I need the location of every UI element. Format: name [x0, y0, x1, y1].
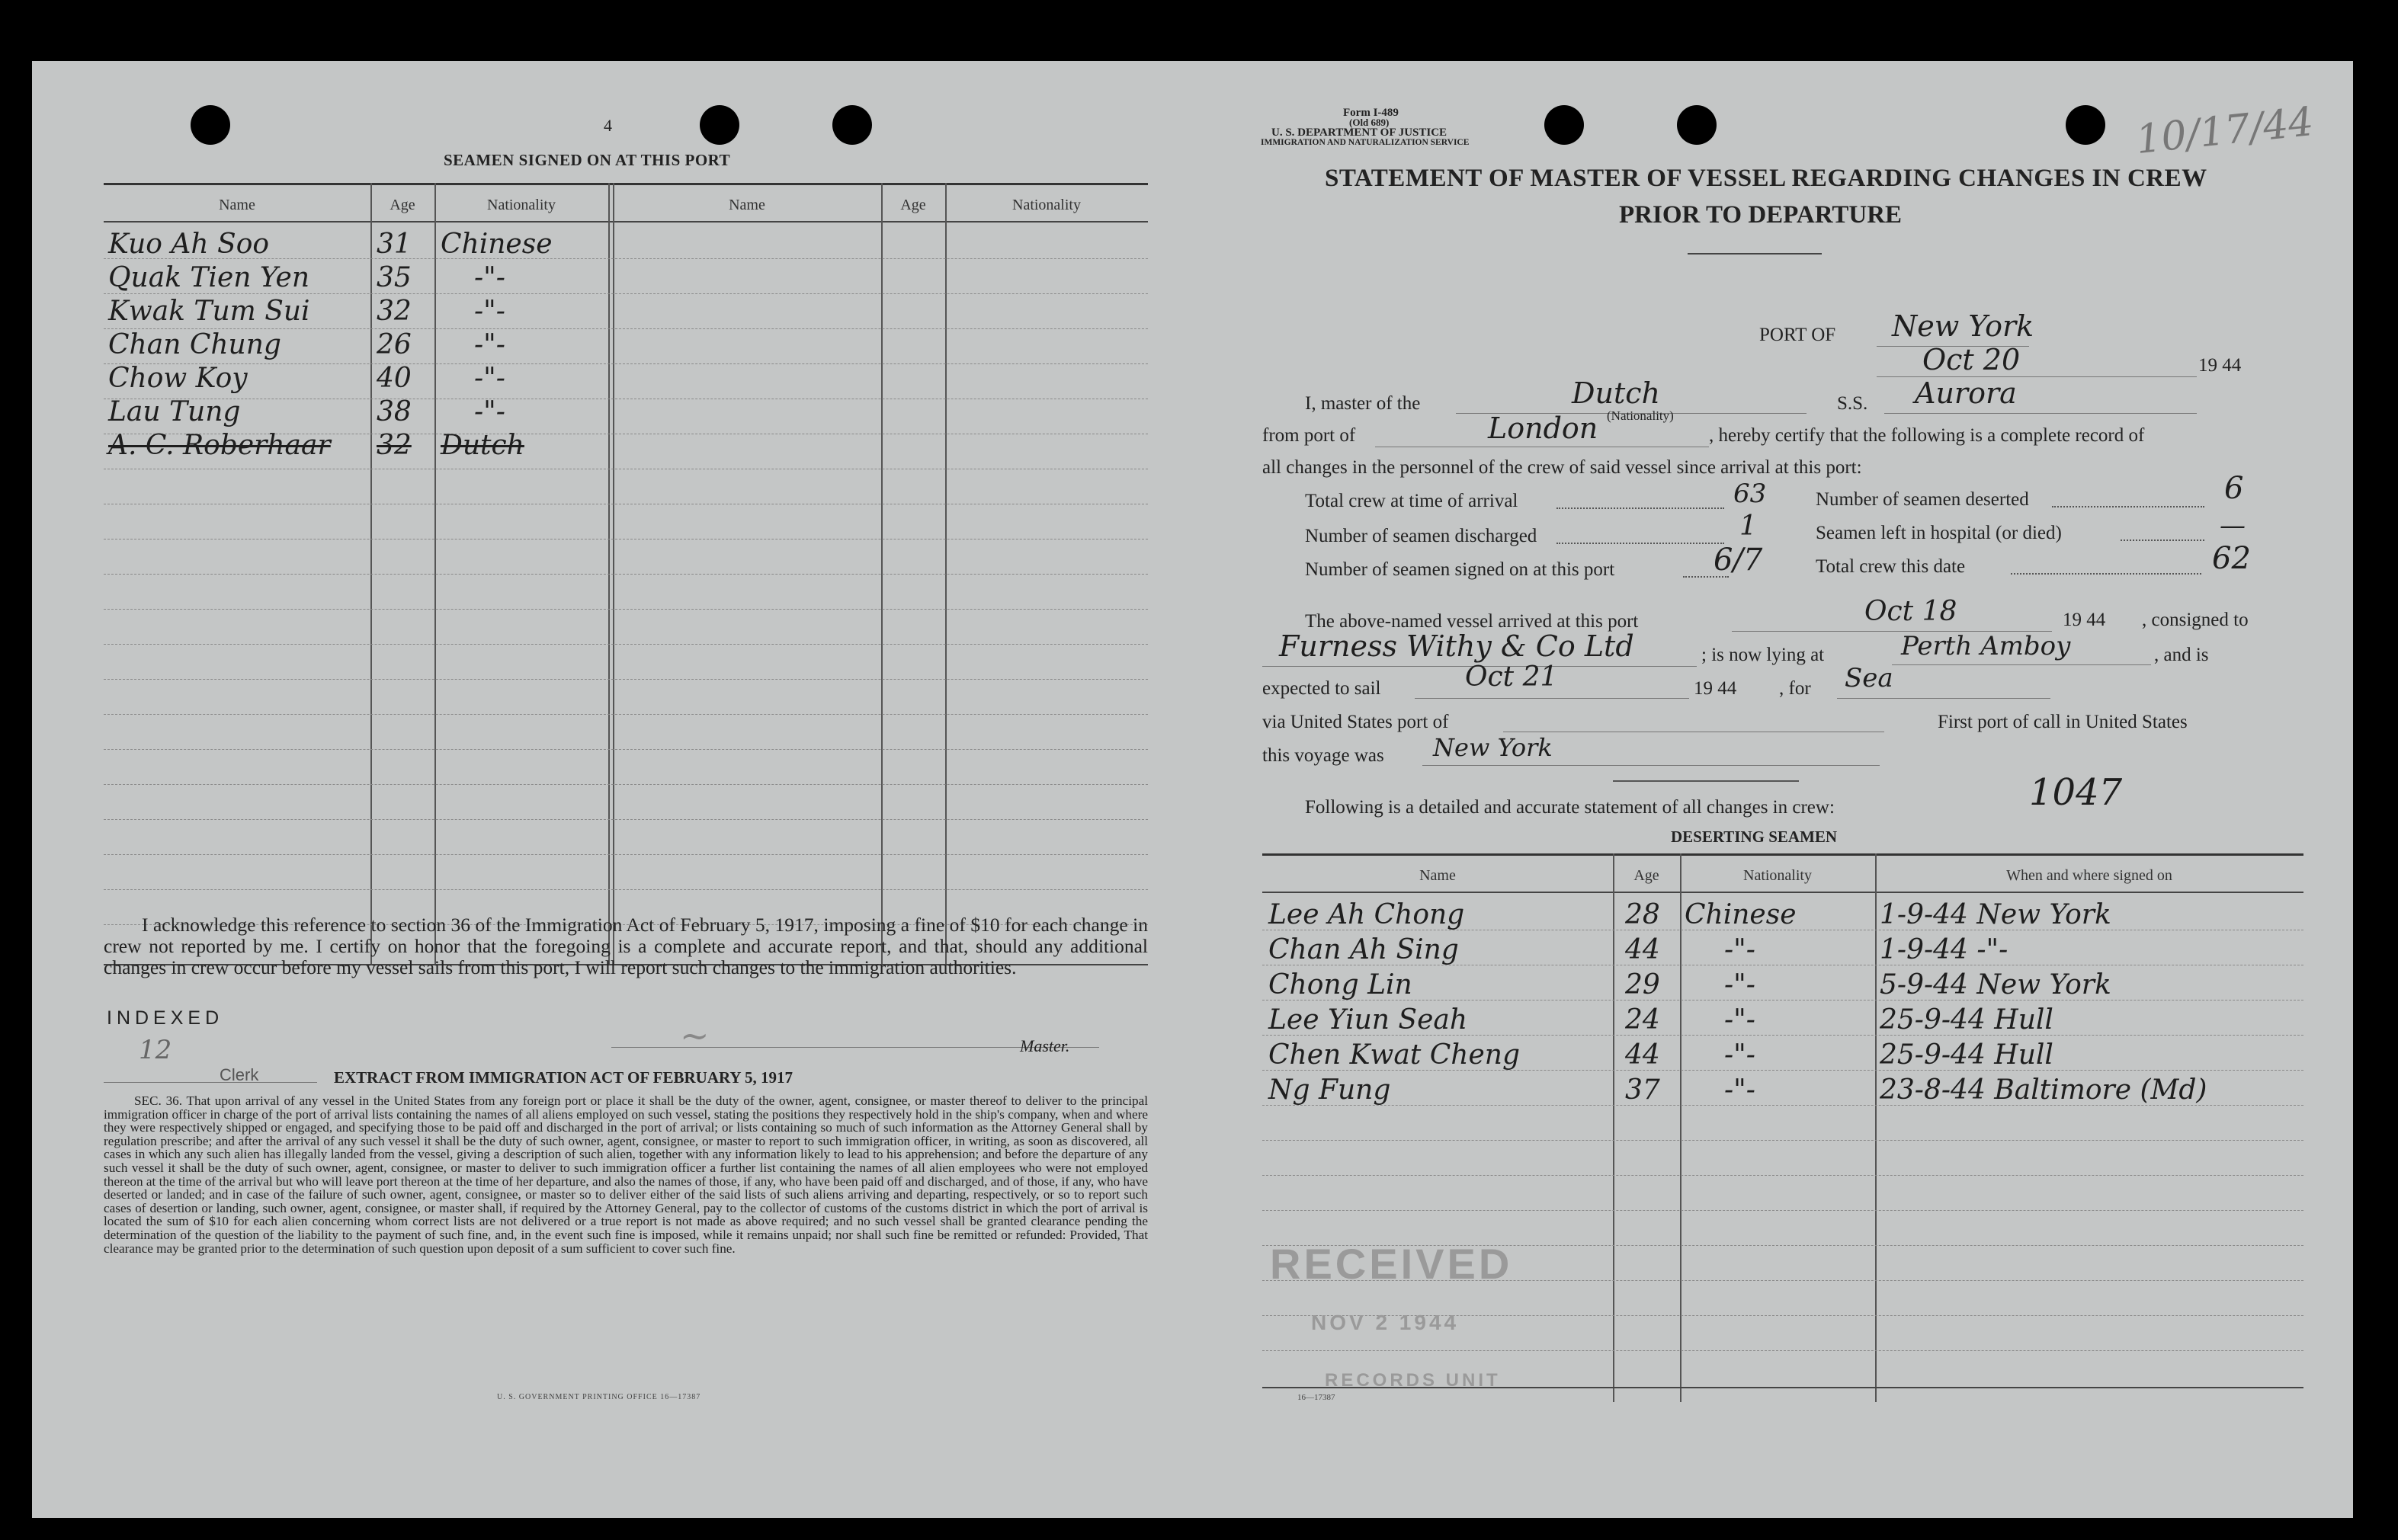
deserter-nationality: Chinese — [1685, 899, 1797, 930]
seaman-nationality: -"- — [474, 363, 505, 394]
seaman-nationality: -"- — [474, 329, 505, 360]
for-value: Sea — [1845, 663, 1893, 693]
seaman-age: 26 — [377, 329, 412, 360]
seaman-age: 38 — [377, 396, 412, 427]
deserted-label: Number of seamen deserted — [1816, 489, 2029, 510]
indexed-label: INDEXED — [107, 1007, 224, 1029]
section-rule — [1613, 780, 1799, 782]
document-sheet — [32, 61, 2353, 1518]
voyage-label: this voyage was — [1262, 745, 1384, 766]
column-header-name: Name — [729, 197, 765, 213]
deserter-nationality: -"- — [1724, 1004, 1755, 1036]
voyage-value: New York — [1433, 733, 1553, 762]
punch-hole — [700, 105, 739, 145]
port-label: PORT OF — [1759, 325, 1836, 345]
total-crew-date-label: Total crew this date — [1816, 556, 1966, 577]
seaman-age: 35 — [377, 262, 412, 293]
deserter-nationality: -"- — [1724, 969, 1755, 1001]
deserter-nationality: -"- — [1724, 934, 1755, 965]
left-page-title: SEAMEN SIGNED ON AT THIS PORT — [444, 151, 731, 169]
deserter-signed-on: 5-9-44 New York — [1880, 969, 2111, 1001]
master-label: Master. — [1020, 1036, 1070, 1055]
punch-hole — [1544, 105, 1584, 145]
lying-value: Perth Amboy — [1901, 631, 2071, 661]
discharged-label: Number of seamen discharged — [1305, 526, 1537, 546]
seaman-name: Chan Chung — [108, 329, 281, 360]
column-header-nationality: Nationality — [487, 197, 556, 213]
master-of-label: I, master of the — [1305, 393, 1421, 414]
sail-date: Oct 21 — [1465, 661, 1558, 693]
indexed-mark: 12 — [139, 1035, 172, 1065]
ship-name: Aurora — [1915, 376, 2017, 410]
form-subtitle: PRIOR TO DEPARTURE — [1619, 201, 1903, 229]
form-title: STATEMENT OF MASTER OF VESSEL REGARDING CHANGES IN CREW — [1325, 165, 2207, 192]
deserter-age: 29 — [1625, 969, 1660, 1001]
clerk-label: Clerk — [220, 1065, 259, 1084]
form-old-number: (Old 689) — [1349, 117, 1390, 128]
from-port-label: from port of — [1262, 425, 1356, 446]
hospital-count: — — [2220, 511, 2246, 541]
column-header-nationality: Nationality — [1743, 867, 1812, 884]
signed-on-label: Number of seamen signed on at this port — [1305, 559, 1615, 580]
deserter-age: 24 — [1625, 1004, 1660, 1036]
stamp-date: NOV 2 1944 — [1311, 1311, 1460, 1334]
seaman-age: 31 — [377, 229, 412, 260]
expected-label: expected to sail — [1262, 678, 1381, 699]
deserter-nationality: -"- — [1724, 1039, 1755, 1071]
deserter-name: Chen Kwat Cheng — [1268, 1039, 1521, 1071]
printer-line: U. S. GOVERNMENT PRINTING OFFICE 16—17387 — [497, 1393, 701, 1401]
nationality-caption: (Nationality) — [1607, 408, 1674, 423]
form-number: Form I-489 — [1343, 107, 1399, 119]
seaman-age: 32 — [377, 296, 412, 327]
corner-note: 10/17/44 — [2134, 98, 2316, 164]
received-stamp: RECEIVED — [1270, 1240, 1513, 1288]
signed-on-count: 6/7 — [1714, 543, 1763, 578]
punch-hole — [832, 105, 872, 145]
punch-hole — [1677, 105, 1717, 145]
column-header-age: Age — [390, 197, 415, 213]
via-label: via United States port of — [1262, 712, 1449, 732]
deserter-name: Lee Ah Chong — [1268, 899, 1465, 930]
sail-year: 19 44 — [1694, 678, 1737, 699]
column-header-name: Name — [219, 197, 255, 213]
printer-line: 16—17387 — [1297, 1393, 1335, 1402]
deserter-age: 44 — [1625, 1039, 1660, 1071]
deserter-signed-on: 1-9-44 -"- — [1880, 934, 2008, 965]
arrived-year: 19 44 — [2063, 610, 2106, 630]
page-number: 4 — [604, 116, 612, 135]
and-is-label: , and is — [2154, 645, 2209, 665]
extract-text: SEC. 36. That upon arrival of any vessel in the United States from any foreign port or place it shall be the duty of the owner, agent, consignee, or master thereof to deliver to the principal immigration officer in charge of the port of arrival lists containing the names of all aliens employed on such vessel, stating the positions they respectively hold in the ship's company, when and where they were respectively shipped or engaged, and specifying those to be paid off and discharged in the port of arrival; or lists containing so much of such information as the Attorney General shall by regulation prescribe; and after the arrival of any such vessel it shall be the duty of such owner, agent, consignee, or master to report to such immigration officer, in writing, as soon as discovered, all cases in which any such alien has illegally landed from the vessel, giving a description of such alien, together with any information likely to lead to his apprehension; and before the departure of any such vessel it shall be the duty of such owner, agent, consignee, or master to deliver to such immigration officer a further list containing the names of all alien employees who were not employed thereon at the time of the arrival but who will leave port thereon at the time of her departure, and also the names of those, if any, who have been paid off and discharged, and of those, if any, who have deserted or landed; and in case of the failure of such owner, agent, consignee, or master so to deliver either of the said lists of such aliens arriving and departing, respectively, or so to report such cases of desertion or landing, such owner, agent, consignee, or master shall, if required by the Attorney General, pay to the collector of customs of the customs district in which the port of arrival is located the sum of $10 for each alien concerning whom correct lists are not delivered or a true report is not made as above required; and no such vessel shall be granted clearance pending the determination of the question of the liability to the payment of such fine, and, in the event such fine is imposed, while it remains unpaid; nor shall such fine be remitted or refunded: Provided, That clearance may be granted prior to the determination of such question upon deposit of a sum sufficient to cover such fine. — [104, 1093, 1148, 1256]
column-header-nationality: Nationality — [1012, 197, 1081, 213]
seaman-name: Lau Tung — [108, 396, 241, 427]
seaman-name: Kwak Tum Sui — [108, 296, 310, 327]
seaman-age: 40 — [377, 363, 412, 394]
column-header-signed-on: When and where signed on — [2006, 867, 2172, 884]
seaman-nationality: Dutch — [441, 430, 524, 461]
deserter-name: Chong Lin — [1268, 969, 1412, 1001]
seaman-name: Kuo Ah Soo — [108, 229, 270, 260]
nationality-value: Dutch — [1572, 376, 1660, 410]
from-port-value: London — [1488, 411, 1598, 445]
arrived-label: The above-named vessel arrived at this port — [1305, 611, 1639, 632]
stamp-records-unit: RECORDS UNIT — [1325, 1370, 1501, 1391]
year-label: 19 44 — [2198, 355, 2242, 376]
side-number: 1047 — [2029, 771, 2123, 814]
service: IMMIGRATION AND NATURALIZATION SERVICE — [1261, 138, 1470, 147]
consigned-label: , consigned to — [2142, 610, 2249, 630]
punch-hole — [2066, 105, 2105, 145]
hospital-label: Seamen left in hospital (or died) — [1816, 523, 2062, 543]
deserting-title: DESERTING SEAMEN — [1671, 828, 1838, 846]
arrived-date: Oct 18 — [1864, 596, 1957, 627]
lying-label: ; is now lying at — [1701, 645, 1825, 665]
seaman-nationality: Chinese — [441, 229, 553, 260]
deserter-age: 44 — [1625, 934, 1660, 965]
seaman-name: A. C. Roberhaar — [108, 430, 331, 461]
column-header-age: Age — [1633, 867, 1659, 884]
punch-hole — [191, 105, 230, 145]
total-crew-date: 62 — [2212, 541, 2251, 576]
deserter-nationality: -"- — [1724, 1074, 1755, 1106]
extract-title: EXTRACT FROM IMMIGRATION ACT OF FEBRUARY 5, 1917 — [334, 1068, 793, 1087]
first-port-label: First port of call in United States — [1938, 712, 2188, 732]
date-value: Oct 20 — [1922, 343, 2021, 376]
acknowledgement-text: I acknowledge this reference to section 36 of the Immigration Act of February 5, 1917, imposing a fine of $10 for each change in crew not reported by me. I certify on honor that the foregoing is a complete and accurate report, and that, should any additional changes in crew occur before my vessel sails from this port, I will report such changes to the immigration authorities. — [104, 914, 1148, 978]
deserter-signed-on: 25-9-44 Hull — [1880, 1004, 2053, 1036]
deserted-count: 6 — [2224, 471, 2244, 506]
deserter-signed-on: 1-9-44 New York — [1880, 899, 2111, 930]
title-rule — [1688, 253, 1822, 255]
total-crew-arrival: 63 — [1733, 479, 1767, 509]
certify-text-2: all changes in the personnel of the crew of said vessel since arrival at this port: — [1262, 457, 1862, 478]
seaman-nationality: -"- — [474, 396, 505, 427]
total-crew-arrival-label: Total crew at time of arrival — [1305, 491, 1518, 511]
seaman-name: Chow Koy — [108, 363, 248, 394]
seaman-nationality: -"- — [474, 296, 505, 327]
deserter-name: Ng Fung — [1268, 1074, 1391, 1106]
port-value: New York — [1892, 309, 2034, 343]
deserter-age: 37 — [1625, 1074, 1660, 1106]
following-label: Following is a detailed and accurate statement of all changes in crew: — [1305, 797, 1835, 818]
for-label: , for — [1779, 678, 1811, 699]
certify-text: , hereby certify that the following is a complete record of — [1709, 425, 2145, 446]
deserter-name: Chan Ah Sing — [1268, 934, 1459, 965]
deserter-signed-on: 25-9-44 Hull — [1880, 1039, 2053, 1071]
department: U. S. DEPARTMENT OF JUSTICE — [1271, 126, 1447, 139]
seaman-name: Quak Tien Yen — [108, 262, 310, 293]
consignee: Furness Withy & Co Ltd — [1279, 629, 1634, 663]
deserter-name: Lee Yiun Seah — [1268, 1004, 1468, 1036]
seaman-age: 32 — [377, 430, 412, 461]
seaman-nationality: -"- — [474, 262, 505, 293]
column-header-name: Name — [1419, 867, 1456, 884]
discharged-count: 1 — [1739, 511, 1757, 542]
column-header-age: Age — [900, 197, 926, 213]
ss-label: S.S. — [1837, 393, 1868, 414]
deserter-signed-on: 23-8-44 Baltimore (Md) — [1880, 1074, 2207, 1106]
deserter-age: 28 — [1625, 899, 1660, 930]
master-signature: ~ — [680, 1015, 710, 1056]
